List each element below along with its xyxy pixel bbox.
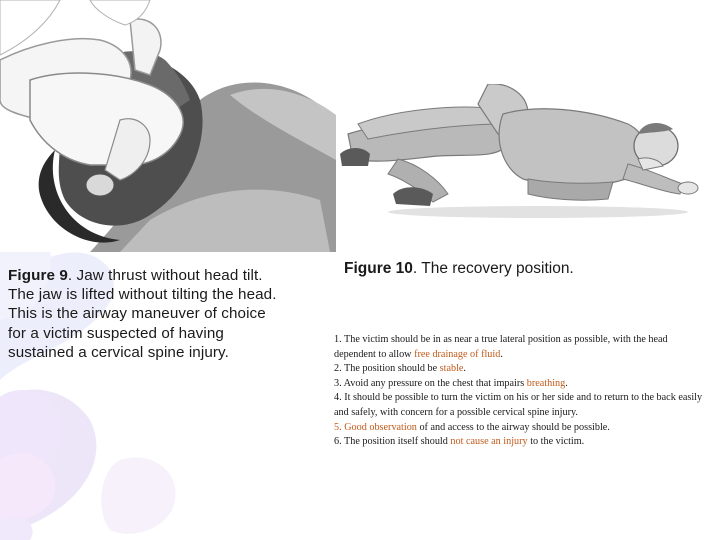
list-item-highlight: free drainage of fluid (414, 348, 501, 360)
list-item-text: 1. The victim should be in as near a true lateral position as possible, with the head dependent to allow (334, 334, 668, 360)
figure-10-number: Figure 10 (344, 260, 413, 277)
list-item-highlight: not cause an injury (450, 436, 528, 448)
figure-9-caption-line: sustained a cervical spine injury. (8, 343, 229, 361)
list-item-text: . (463, 363, 466, 375)
list-item-highlight: stable (439, 363, 464, 375)
list-item-text: to the victim. (527, 436, 585, 448)
figure-10-caption-text: . The recovery position. (412, 260, 574, 277)
list-item (334, 435, 706, 450)
list-item-text: . (500, 348, 503, 360)
figure-9-caption-line: This is the airway maneuver of choice (8, 305, 266, 323)
figure-9-number: Figure 9 (8, 267, 68, 284)
list-item-text: 3. Avoid any pressure on the chest that impairs (334, 377, 527, 389)
list-item-text: 4. It should be possible to turn the victim on his or her side and to return to the back easily and safely, with concern for a possible cervical spine injury. (334, 392, 703, 418)
list-item (334, 362, 706, 377)
figure-9-caption-line: for a victim suspected of having (8, 324, 224, 342)
figure-10-caption (344, 260, 714, 278)
list-item (334, 421, 706, 436)
figure-9-caption (8, 266, 328, 362)
recovery-position-list (334, 333, 706, 450)
list-item-text: 2. The position should be (334, 363, 440, 375)
list-item-highlight: 5. Good observation (334, 421, 417, 433)
list-item (334, 377, 706, 392)
figure-9-caption-line: The jaw is lifted without tilting the head. (8, 286, 277, 304)
list-item-text: of and access to the airway should be possible. (416, 421, 610, 433)
list-item-highlight: breathing (526, 377, 566, 389)
list-item (334, 391, 706, 420)
figure-9-caption-text: . Jaw thrust without head tilt. (67, 267, 263, 284)
figure-9-illustration (0, 0, 336, 252)
list-item-text: 6. The position itself should (334, 436, 451, 448)
list-item (334, 333, 706, 362)
figure-10-illustration (338, 84, 702, 224)
list-item-text: . (565, 377, 568, 389)
figure-9-caption-line (8, 266, 328, 285)
